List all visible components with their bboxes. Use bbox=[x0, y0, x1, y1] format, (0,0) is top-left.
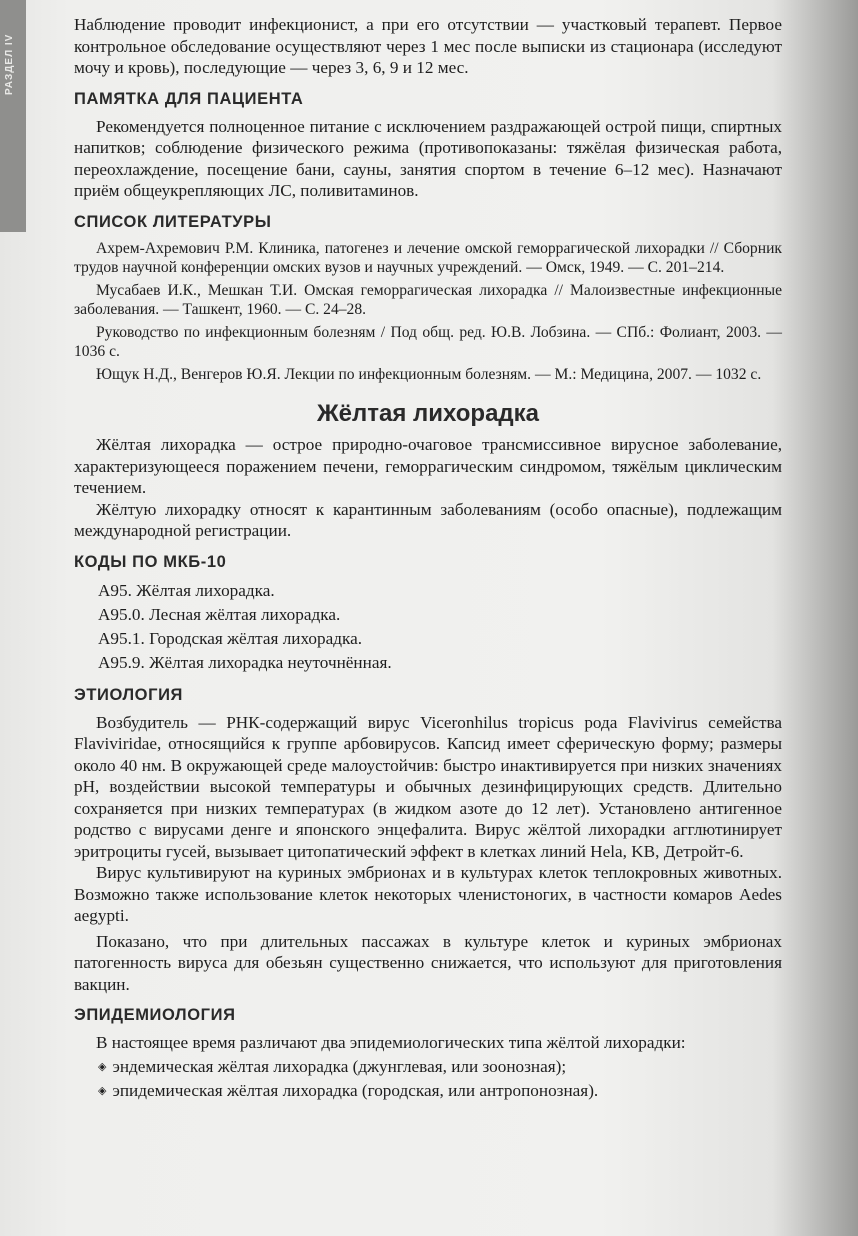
icd-code-item: A95.0. Лесная жёлтая лихорадка. bbox=[98, 604, 341, 624]
reference-item: Руководство по инфекционным болезням / Под общ. ред. Ю.В. Лобзина. — СПб.: Фолиант, 2003. — 1036 с. bbox=[74, 323, 782, 360]
reference-item: Ющук Н.Д., Венгеров Ю.Я. Лекции по инфекционным болезням. — М.: Медицина, 2007. — 1032 с. bbox=[96, 365, 762, 383]
epidemiology-paragraph: В настоящее время различают два эпидемиологических типа жёлтой лихорадки: bbox=[96, 1033, 686, 1052]
epidemiology-type-list bbox=[74, 1056, 782, 1104]
page-content bbox=[74, 14, 782, 1104]
intro-paragraph: Наблюдение проводит инфекционист, а при его отсутствии — участковый терапевт. Первое контрольное обследование осуществляют через 1 мес после выписки из стационара (исследуют мочу и кровь), последующие — через 3, 6, 9 и 12 мес. bbox=[74, 15, 782, 77]
reference-item: Ахрем-Ахремович Р.М. Клиника, патогенез и лечение омской геморрагической лихорадки // Сборник трудов научной конференции омских вузов и научных учреждений. — Омск, 1949. — С. 201–214. bbox=[74, 239, 782, 276]
icd-heading: КОДЫ ПО МКБ-10 bbox=[74, 552, 227, 571]
chapter-quarantine-note: Жёлтую лихорадку относят к карантинным заболеваниям (особо опасные), подлежащим международной регистрации. bbox=[74, 499, 782, 540]
chapter-title: Жёлтая лихорадка bbox=[316, 400, 540, 427]
epidemiology-heading: ЭПИДЕМИОЛОГИЯ bbox=[74, 1006, 236, 1024]
memo-heading: ПАМЯТКА ДЛЯ ПАЦИЕНТА bbox=[74, 89, 304, 108]
icd-code-item: A95.9. Жёлтая лихорадка неуточнённая. bbox=[98, 652, 392, 672]
etiology-paragraph: Возбудитель — РНК-содержащий вирус Viceronhilus tropicus рода Flavivirus семейства Flaviviridae, относящийся к группе арбовирусов. Капсид имеет сферическую форму; размеры около 40 нм. В окружающей среде малоустойчив: быстро инактивируется при низких значениях pH, воздействии высокой температуры и обычных дезинфицирующих средств. Длительно сохраняется при низких температурах (в жидком азоте до 12 лет). Установлено антигенное родство с вирусами денге и японского энцефалита. Вирус жёлтой лихорадки агглютинирует эритроциты гусей, вызывает цитопатический эффект в клетках линий Hela, KB, Детройт-6. bbox=[74, 712, 782, 861]
side-tab-label: РАЗДЕЛ IV bbox=[4, 33, 15, 95]
literature-heading: СПИСОК ЛИТЕРАТУРЫ bbox=[74, 212, 272, 231]
memo-paragraph: Рекомендуется полноценное питание с исключением раздражающей острой пищи, спиртных напитков; соблюдение физического режима (противопоказаны: тяжёлая физическая работа, переохлаждение, посещение бани, сауны, занятия спортом в течение 6–12 мес). Назначают приём общеукрепляющих ЛС, поливитаминов. bbox=[74, 116, 782, 200]
chapter-definition: Жёлтая лихорадка — острое природно-очаговое трансмиссивное вирусное заболевание, характеризующееся поражением печени, геморрагическим синдромом, тяжёлым циклическим течением. bbox=[74, 435, 782, 497]
etiology-paragraph: Показано, что при длительных пассажах в культуре клеток и куриных эмбрионах патогенность вируса для обезьян существенно снижается, что используют для приготовления вакцин. bbox=[74, 931, 782, 994]
list-item: ◈ эпидемическая жёлтая лихорадка (городская, или антропонозная). bbox=[98, 1080, 782, 1104]
reference-item: Мусабаев И.К., Мешкан Т.И. Омская геморрагическая лихорадка // Малоизвестные инфекционные заболевания. — Ташкент, 1960. — С. 24–28. bbox=[74, 281, 782, 318]
section-side-tab bbox=[0, 0, 26, 232]
icd-code-item: A95.1. Городская жёлтая лихорадка. bbox=[98, 628, 363, 648]
etiology-paragraph: Вирус культивируют на куриных эмбрионах и в культурах клеток теплокровных животных. Возможно также использование клеток некоторых членистоногих, в частности комаров Aedes aegypti. bbox=[74, 863, 782, 925]
list-item: ◈ эндемическая жёлтая лихорадка (джунглевая, или зоонозная); bbox=[98, 1056, 782, 1080]
etiology-heading: ЭТИОЛОГИЯ bbox=[74, 685, 183, 704]
icd-code-item: A95. Жёлтая лихорадка. bbox=[98, 580, 275, 600]
